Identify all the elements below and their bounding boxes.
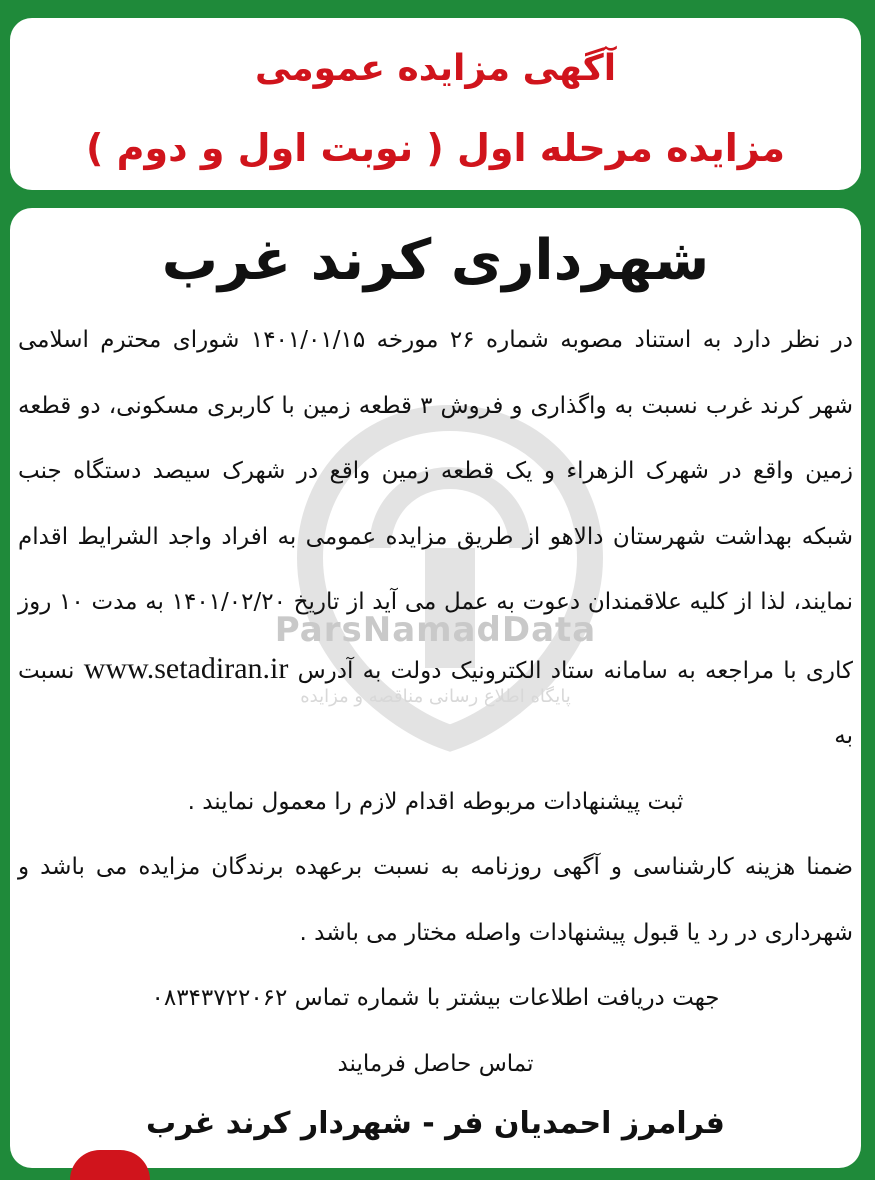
signature-line: فرامرز احمدیان فر - شهردار کرند غرب <box>146 1106 725 1141</box>
website-link[interactable]: www.setadiran.ir <box>83 651 289 685</box>
paragraph-main-end: ثبت پیشنهادات مربوطه اقدام لازم را معمول نمایند . <box>187 788 684 815</box>
organization-name: شهرداری کرند غرب <box>161 228 710 293</box>
paragraph-contact: جهت دریافت اطلاعات بیشتر با شماره تماس ۰۸۳۴۳۷۲۲۰۶۲ <box>151 985 720 1011</box>
header-panel <box>10 18 861 190</box>
announcement-title: آگهی مزایده عمومی <box>254 48 617 89</box>
paragraph-main: در نظر دارد به استناد مصوبه شماره ۲۶ مورخه ۱۴۰۱/۰۱/۱۵ شورای محترم اسلامی شهر کرند غرب نسبت به واگذاری و فروش ۳ قطعه زمین با کاربری مسکونی، دو قطعه زمین واقع در شهرک الزهراء و یک قطعه زمین واقع در شهرک سیصد دستگاه جنب شبکه بهداشت شهرستان دالاهو از طریق مزایده عمومی به افراد واجد الشرایط اقدام نمایند، لذا از کلیه علاقمندان دعوت به عمل می آید از تاریخ ۱۴۰۱/۰۲/۲۰ به مدت ۱۰ روز کاری با مراجعه به سامانه ستاد الکترونیک دولت به آدرس www.setadiran.ir نسبت به <box>18 327 854 749</box>
watermark-brand: ParsNamadData <box>274 610 597 650</box>
announcement-text <box>18 308 853 1097</box>
paragraph-costs: ضمنا هزینه کارشناسی و آگهی روزنامه به نسبت برعهده برندگان مزایده می باشد و شهرداری در رد یا قبول پیشنهادات واصله مختار می باشد . <box>18 854 853 946</box>
paragraph-contact-end: تماس حاصل فرمایند <box>337 1050 534 1077</box>
watermark-tagline: پایگاه اطلاع رسانی مناقصه و مزایده <box>300 686 571 707</box>
announcement-body-panel <box>10 208 861 1168</box>
announcement-subtitle: مزایده مرحله اول ( نوبت اول و دوم ) <box>86 126 785 170</box>
